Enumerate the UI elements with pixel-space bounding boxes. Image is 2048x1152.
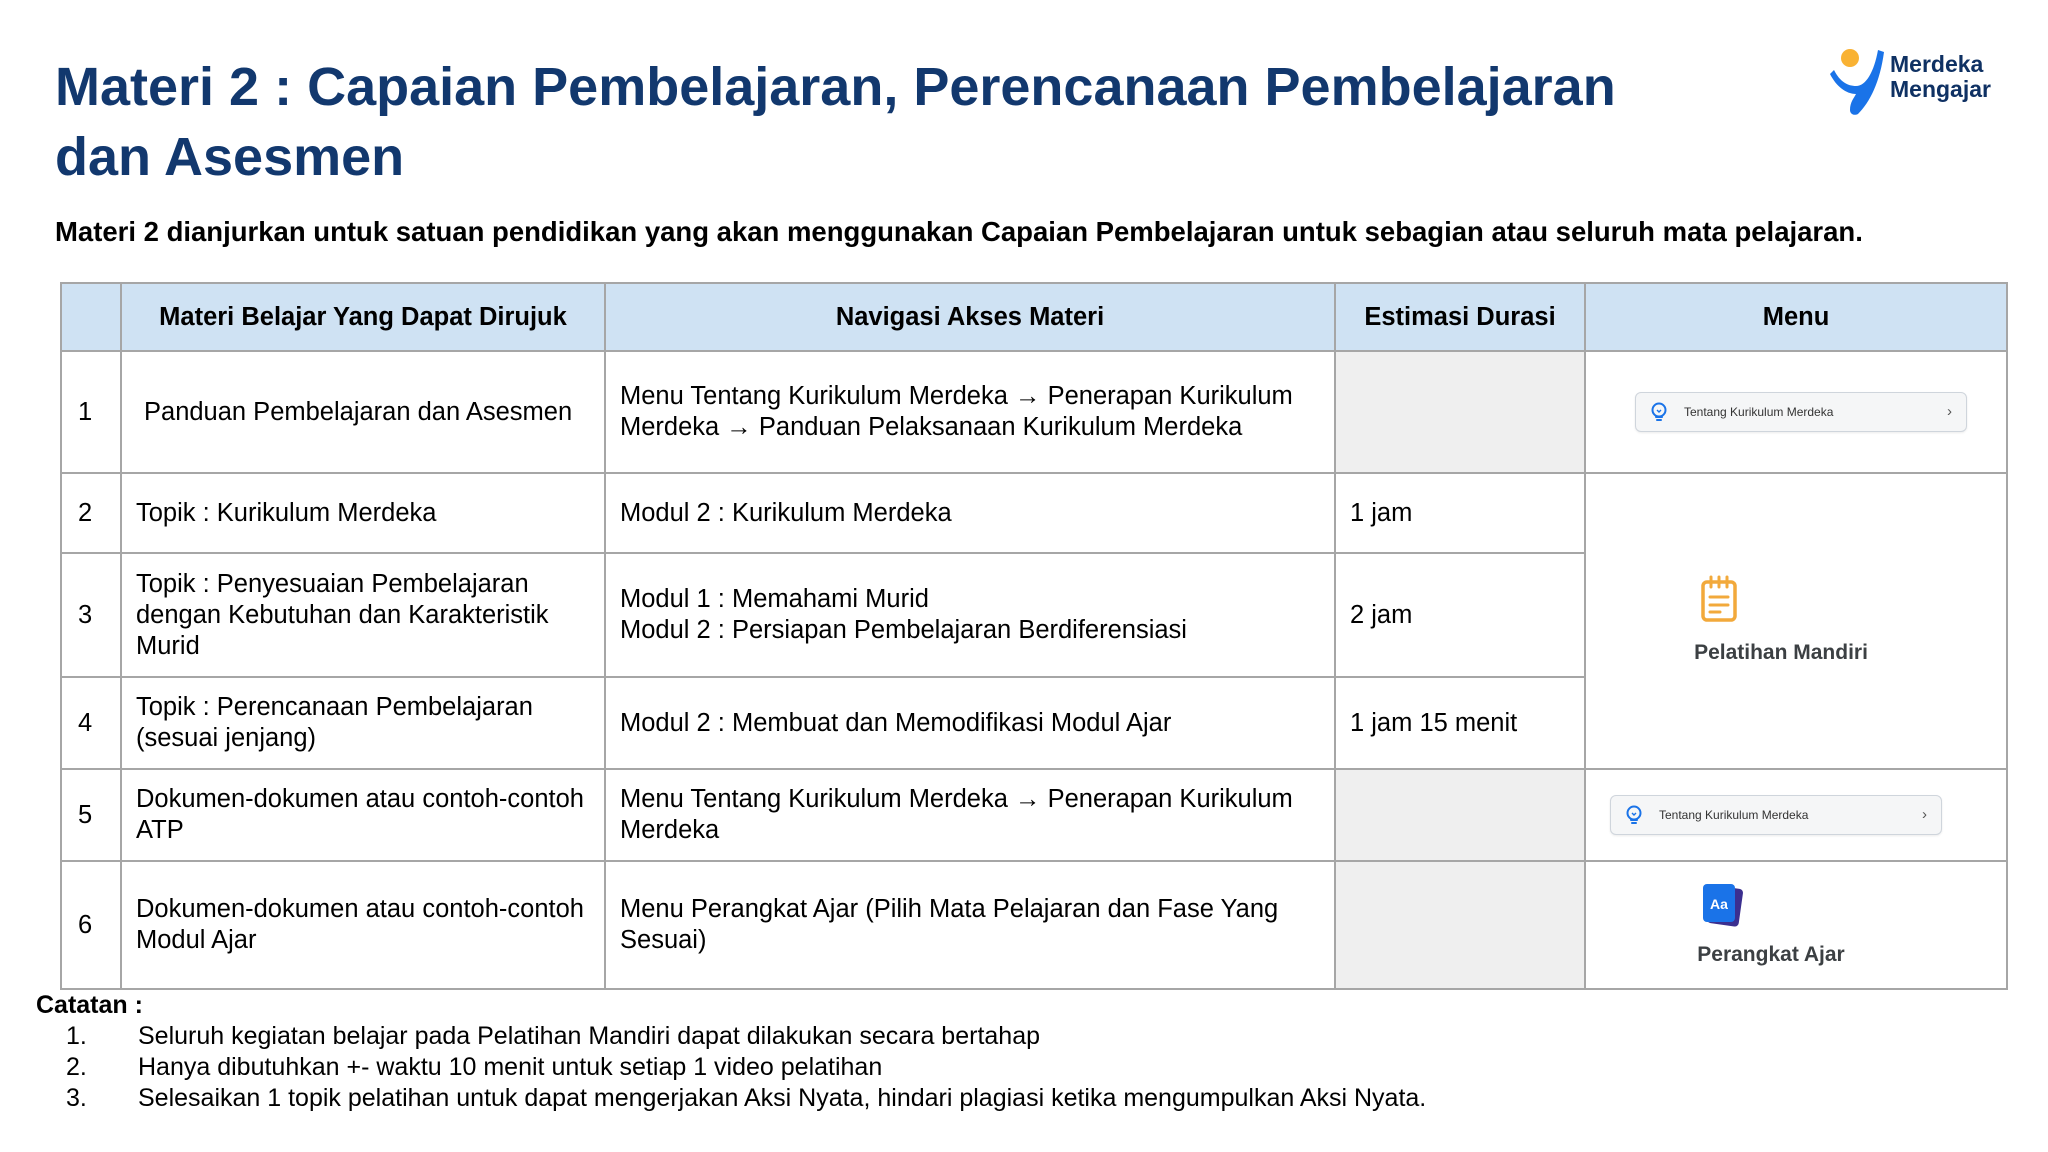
table-row — [61, 861, 2007, 989]
header-menu: Menu — [1585, 283, 2007, 351]
note-number: 1. — [66, 1022, 87, 1050]
row-number: 6 — [61, 861, 121, 989]
merdeka-mengajar-logo — [1828, 40, 2028, 120]
row-number: 5 — [61, 769, 121, 861]
row-durasi: 1 jam — [1335, 473, 1585, 553]
page-subtitle: Materi 2 dianjurkan untuk satuan pendidikan yang akan menggunakan Capaian Pembelajaran untuk sebagian atau seluruh mata pelajaran. — [55, 216, 1863, 247]
row-durasi: 1 jam 15 menit — [1335, 677, 1585, 769]
row-navigasi: Modul 2 : Kurikulum Merdeka — [605, 473, 1335, 553]
row-number: 4 — [61, 677, 121, 769]
row-materi: Topik : Perencanaan Pembelajaran (sesuai jenjang) — [121, 677, 605, 769]
row-menu — [1585, 769, 2007, 861]
row-navigasi: Menu Tentang Kurikulum Merdeka → Penerapan Kurikulum Merdeka → Panduan Pelaksanaan Kurikulum Merdeka — [605, 351, 1335, 473]
pelatihan-mandiri-label: Pelatihan Mandiri — [1694, 640, 1868, 664]
logo-line-1: Merdeka — [1890, 51, 1984, 77]
row-number: 1 — [61, 351, 121, 473]
note-text: Hanya dibutuhkan +- waktu 10 menit untuk setiap 1 video pelatihan — [138, 1053, 883, 1081]
list-item — [36, 1021, 1836, 1052]
row-materi: Dokumen-dokumen atau contoh-contoh ATP — [121, 769, 605, 861]
note-number: 2. — [66, 1053, 87, 1081]
tentang-kurikulum-button[interactable] — [1610, 795, 1942, 835]
row-durasi — [1335, 351, 1585, 473]
header-number — [61, 283, 121, 351]
list-item — [36, 1052, 1836, 1083]
row-durasi — [1335, 769, 1585, 861]
row-menu-pelatihan — [1585, 473, 2007, 769]
row-materi: Dokumen-dokumen atau contoh-contoh Modul Ajar — [121, 861, 605, 989]
chevron-right-icon: › — [1922, 806, 1927, 823]
page-title: Materi 2 : Capaian Pembelajaran, Perencanaan Pembelajaran dan Asesmen — [55, 57, 1616, 187]
list-item — [36, 1083, 1836, 1114]
materials-table — [60, 282, 2008, 990]
note-number: 3. — [66, 1084, 87, 1112]
table-row — [61, 351, 2007, 473]
logo-line-2: Mengajar — [1890, 76, 1991, 102]
tentang-kurikulum-label: Tentang Kurikulum Merdeka — [1659, 808, 1809, 822]
header-navigasi: Navigasi Akses Materi — [605, 283, 1335, 351]
row-navigasi: Modul 2 : Membuat dan Memodifikasi Modul Ajar — [605, 677, 1335, 769]
row-navigasi: Modul 1 : Memahami Murid Modul 2 : Persiapan Pembelajaran Berdiferensiasi — [605, 553, 1335, 677]
header-materi: Materi Belajar Yang Dapat Dirujuk — [121, 283, 605, 351]
table-row — [61, 769, 2007, 861]
table-header-row — [61, 283, 2007, 351]
row-number: 2 — [61, 473, 121, 553]
note-text: Seluruh kegiatan belajar pada Pelatihan Mandiri dapat dilakukan secara bertahap — [138, 1022, 1041, 1050]
row-materi: Panduan Pembelajaran dan Asesmen — [121, 351, 605, 473]
tentang-kurikulum-label: Tentang Kurikulum Merdeka — [1684, 405, 1834, 419]
header-durasi: Estimasi Durasi — [1335, 283, 1585, 351]
row-menu — [1585, 351, 2007, 473]
row-menu — [1585, 861, 2007, 989]
row-materi: Topik : Kurikulum Merdeka — [121, 473, 605, 553]
row-number: 3 — [61, 553, 121, 677]
row-durasi: 2 jam — [1335, 553, 1585, 677]
book-aa-glyph: Aa — [1710, 895, 1729, 912]
row-navigasi: Menu Tentang Kurikulum Merdeka → Penerapan Kurikulum Merdeka — [605, 769, 1335, 861]
row-materi: Topik : Penyesuaian Pembelajaran dengan Kebutuhan dan Karakteristik Murid — [121, 553, 605, 677]
lightbulb-icon — [1623, 804, 1645, 826]
notes-section — [36, 990, 1836, 1114]
notes-title: Catatan : — [36, 991, 143, 1019]
notepad-icon — [1700, 575, 1740, 623]
chevron-right-icon: › — [1947, 403, 1952, 420]
note-text: Selesaikan 1 topik pelatihan untuk dapat mengerjakan Aksi Nyata, hindari plagiasi ketika mengumpulkan Aksi Nyata. — [138, 1084, 1427, 1112]
lightbulb-icon — [1648, 401, 1670, 423]
table-row — [61, 473, 2007, 553]
perangkat-ajar-label: Perangkat Ajar — [1697, 942, 1845, 966]
pelatihan-mandiri-button[interactable] — [1694, 575, 1868, 668]
row-durasi — [1335, 861, 1585, 989]
book-aa-icon — [1699, 881, 1745, 927]
tentang-kurikulum-button[interactable] — [1635, 392, 1967, 432]
perangkat-ajar-button[interactable] — [1697, 881, 1844, 970]
logo-icon — [1828, 42, 1886, 116]
row-navigasi: Menu Perangkat Ajar (Pilih Mata Pelajaran dan Fase Yang Sesuai) — [605, 861, 1335, 989]
